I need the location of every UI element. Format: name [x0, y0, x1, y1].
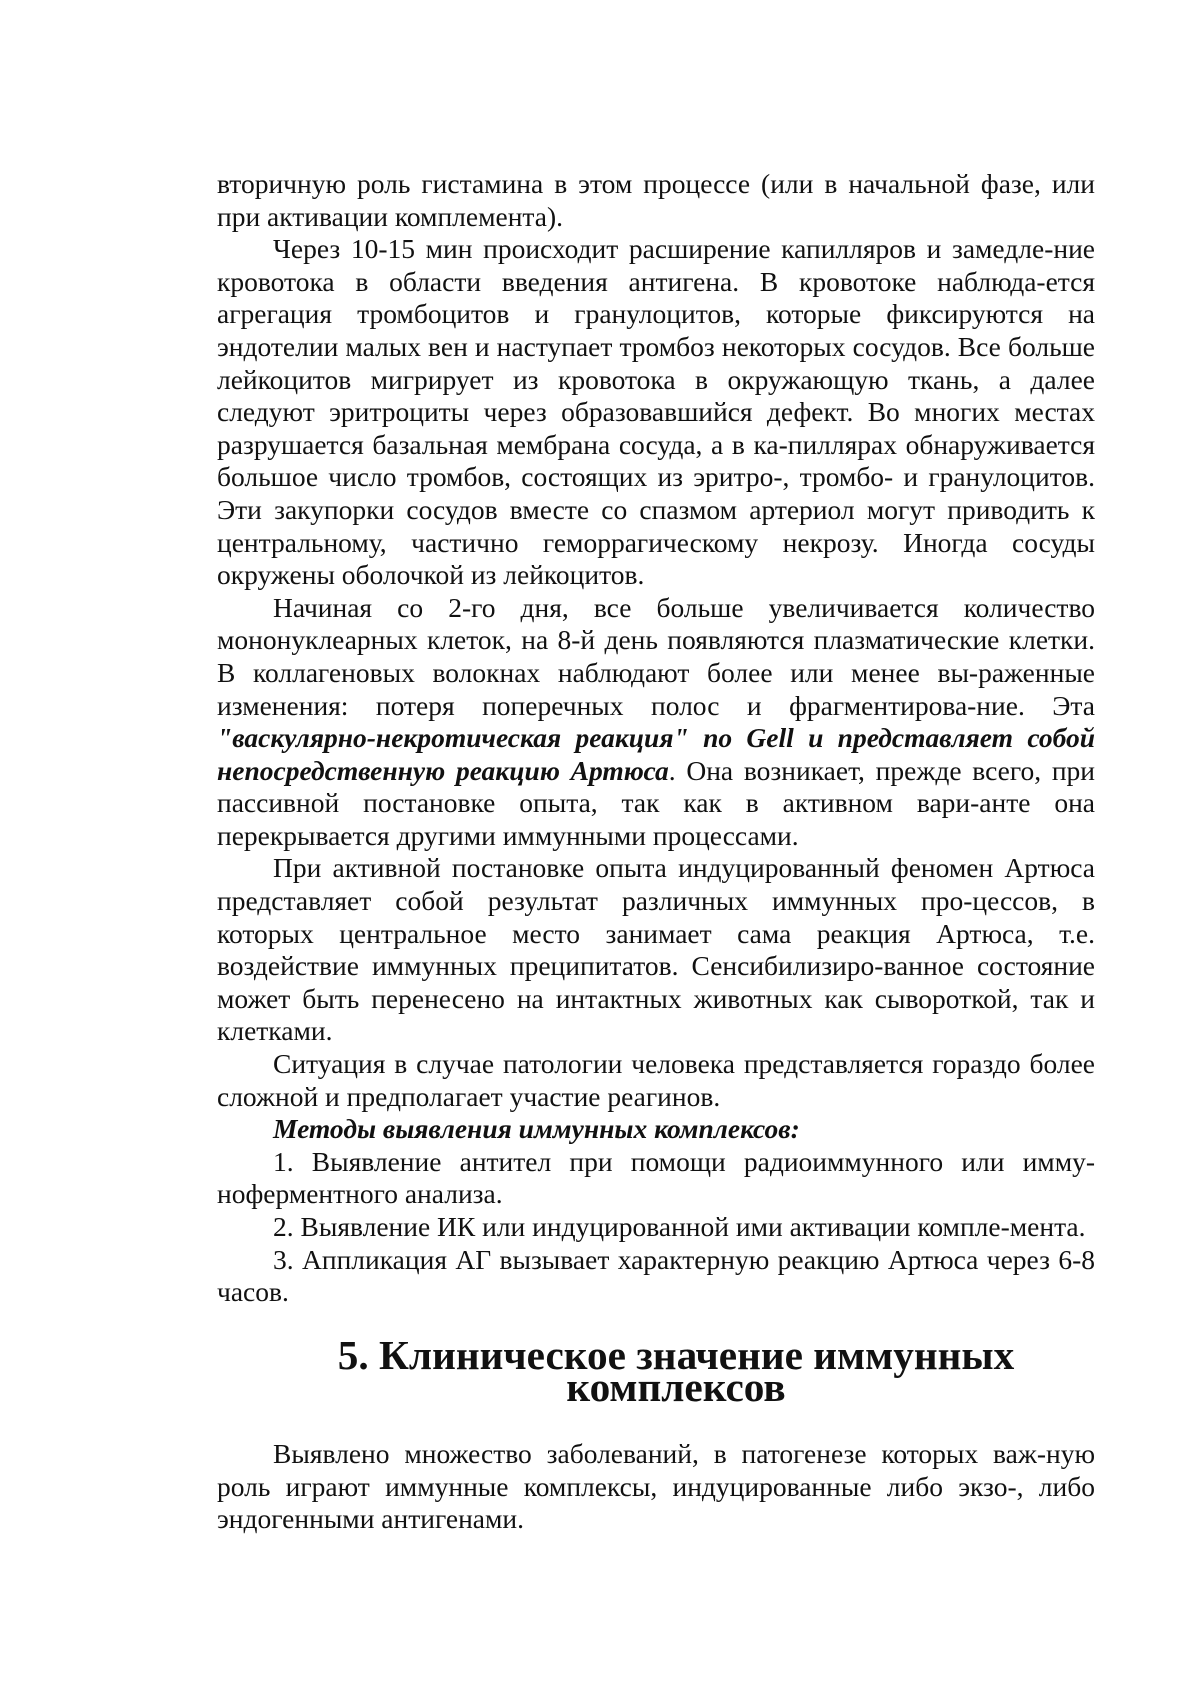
- paragraph: Выявлено множество заболеваний, в патогенезе которых важ-ную роль играют иммунные комплексы, индуцированные либо экзо-, либо эндогенными антигенами.: [217, 1437, 1095, 1535]
- document-page: [217, 168, 1095, 1536]
- list-item: 1. Выявление антител при помощи радиоиммунного или имму-ноферментного анализа.: [217, 1145, 1095, 1210]
- paragraph: Ситуация в случае патологии человека представляется гораздо более сложной и предполагает участие реагинов.: [217, 1048, 1095, 1112]
- section-heading: 5. Клиническое значение иммунных комплексов: [337, 1331, 1015, 1411]
- paragraph-text: Начиная со 2-го дня, все больше увеличивается количество мононуклеарных клеток, на 8-й день появляются плазматические клетки. В коллагеновых волокнах наблюдают более или менее вы-раженные изменения: потеря поперечных полос и фрагментирова-ние. Эта: [217, 591, 1095, 721]
- emphasized-text: "васкулярно-некротическая реакция" по Gell и представляет собой непосредственную реакцию Артюса: [217, 722, 1095, 786]
- methods-title: Методы выявления иммунных комплексов:: [273, 1113, 800, 1145]
- paragraph-text: . Она возникает, прежде всего, при пассивной постановке опыта, так как в активном вари-анте она перекрывается другими иммунными процессами.: [217, 754, 1095, 851]
- paragraph: При активной постановке опыта индуцированный феномен Артюса представляет собой результат различных иммунных про-цессов, в которых центральное место занимает сама реакция Артюса, т.е. воздействие иммунных преципитатов. Сенсибилизиро-ванное состояние может быть перенесено на интактных животных как сывороткой, так и клетками.: [217, 852, 1095, 1047]
- paragraph: Через 10-15 мин происходит расширение капилляров и замедле-ние кровотока в области введения антигена. В кровотоке наблюда-ется агрегация тромбоцитов и гранулоцитов, которые фиксируются на эндотелии малых вен и наступает тромбоз некоторых сосудов. Все больше лейкоцитов мигрирует из кровотока в окружающую ткань, а далее следуют эритроциты через образовавшийся дефект. Во многих местах разрушается базальная мембрана сосуда, а в ка-пиллярах обнаруживается большое число тромбов, состоящих из эритро-, тромбо- и гранулоцитов. Эти закупорки сосудов вместе со спазмом артериол могут приводить к центральному, частично геморрагическому некрозу. Иногда сосуды окружены оболочкой из лейкоцитов.: [217, 233, 1095, 591]
- list-item: 3. Аппликация АГ вызывает характерную реакцию Артюса через 6-8 часов.: [217, 1243, 1095, 1308]
- paragraph: вторичную роль гистамина в этом процессе (или в начальной фазе, или при активации комплемента).: [217, 168, 1095, 232]
- paragraph: [217, 592, 1095, 853]
- list-item: 2. Выявление ИК или индуцированной ими активации компле-мента.: [273, 1211, 1086, 1242]
